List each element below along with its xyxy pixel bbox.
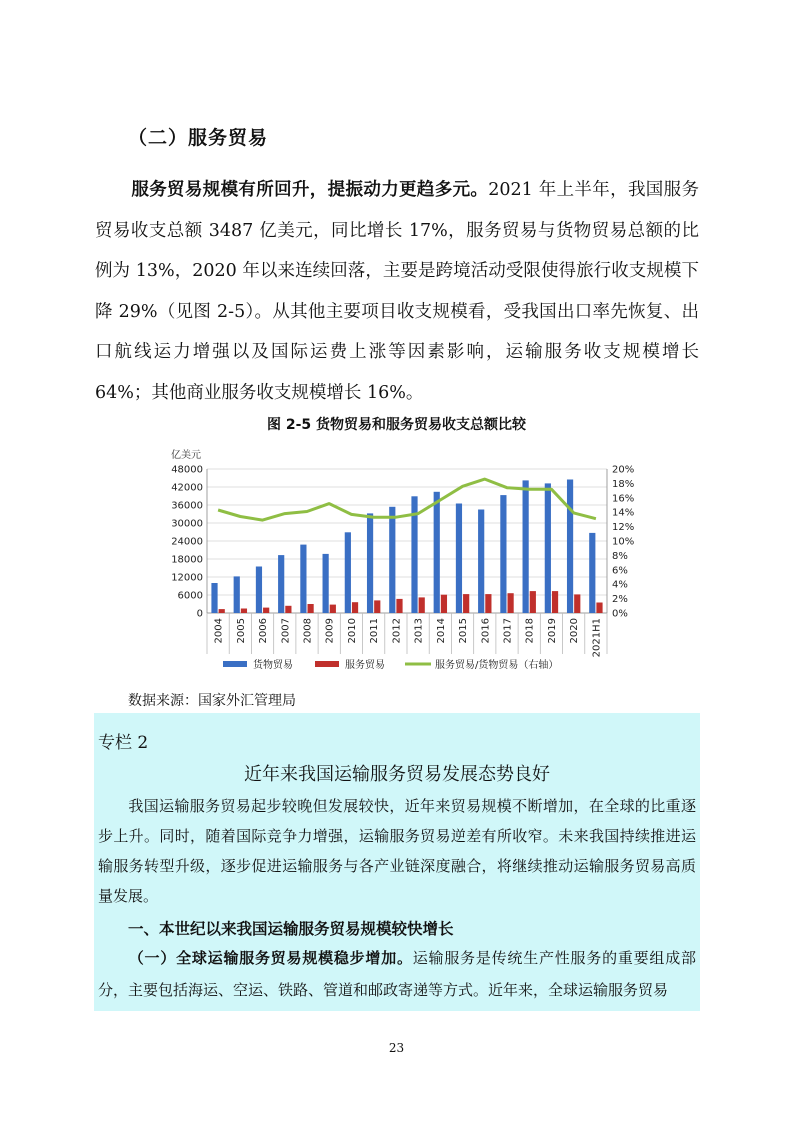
x-tick-label: 2012 [391, 618, 403, 644]
y2-tick-label: 14% [612, 507, 635, 519]
y-tick-label: 6000 [177, 590, 203, 602]
y2-axis-ticks [612, 465, 634, 620]
y2-tick-label: 2% [612, 594, 628, 606]
page-number: 23 [388, 1041, 405, 1055]
column-paragraph-2-body: 运输服务是传统生产性服务的重要组成部分，主要包括海运、空运、铁路、管道和邮政寄递等方式。近年来，全球运输服务贸易 [98, 949, 696, 999]
column-title: 近年来我国运输服务贸易发展态势良好 [244, 764, 550, 785]
bar-services-trade [574, 594, 580, 613]
column-paragraph-2-lead: （一）全球运输服务贸易规模稳步增加。 [128, 949, 413, 967]
x-tick-label: 2007 [280, 618, 292, 644]
section-title: （二）服务贸易 [128, 127, 269, 149]
bar-services-trade [552, 591, 558, 613]
y-tick-label: 42000 [171, 482, 203, 494]
bar-goods-trade [300, 545, 306, 613]
bar-goods-trade [567, 480, 573, 614]
body-paragraph [95, 170, 699, 413]
y-axis-ticks [171, 465, 203, 620]
bar-services-trade [263, 608, 269, 613]
y-tick-label: 24000 [171, 536, 203, 548]
y-tick-label: 36000 [171, 500, 203, 512]
x-tick-label: 2011 [369, 618, 381, 644]
bar-goods-trade [478, 510, 484, 614]
y2-tick-label: 8% [612, 550, 628, 562]
bar-goods-trade [523, 480, 529, 613]
bar-services-trade [463, 594, 469, 613]
bar-services-trade [285, 606, 291, 613]
x-tick-label: 2013 [413, 618, 425, 644]
x-tick-label: 2006 [258, 618, 270, 644]
y-tick-label: 30000 [171, 518, 203, 530]
y-tick-label: 18000 [171, 554, 203, 566]
y2-tick-label: 16% [612, 493, 635, 505]
x-tick-label: 2016 [480, 618, 492, 644]
bar-services-trade [352, 602, 358, 613]
bar-services-trade [241, 609, 247, 614]
bar-goods-trade [256, 567, 262, 614]
y2-tick-label: 12% [612, 522, 635, 534]
bar-services-trade [596, 603, 602, 614]
y2-tick-label: 0% [612, 608, 628, 620]
legend-swatch [315, 661, 339, 667]
bars [211, 480, 602, 614]
y-tick-label: 0 [196, 608, 203, 620]
y2-tick-label: 18% [612, 478, 635, 490]
ratio-line-path [218, 479, 596, 520]
column-paragraph-text: 我国运输服务贸易起步较晚但发展较快，近年来贸易规模不断增加，在全球的比重逐步上升。同时，随着国际竞争力增强，运输服务贸易逆差有所收窄。未来我国持续推进运输服务转型升级，逐步促进运输服务与各产业链深度融合，将继续推动运输服务贸易高质量发展。 [98, 797, 696, 905]
bar-goods-trade [545, 483, 551, 613]
bar-goods-trade [323, 554, 329, 613]
chart [165, 446, 645, 688]
figure-caption: 图 2-5 货物贸易和服务贸易收支总额比较 [266, 417, 527, 433]
legend-swatch [223, 661, 247, 667]
bar-goods-trade [389, 507, 395, 613]
paragraph-lead: 服务贸易规模有所回升，提振动力更趋多元。 [131, 180, 489, 200]
x-tick-label: 2021H1 [591, 618, 603, 658]
x-tick-label: 2008 [302, 618, 314, 644]
y-tick-label: 48000 [171, 464, 203, 476]
bar-goods-trade [345, 532, 351, 613]
legend [223, 658, 558, 671]
bar-goods-trade [434, 492, 440, 613]
bar-goods-trade [278, 555, 284, 613]
bar-goods-trade [367, 513, 373, 613]
y-tick-label: 12000 [171, 572, 203, 584]
bar-goods-trade [500, 495, 506, 613]
x-tick-label: 2010 [346, 618, 358, 644]
bar-goods-trade [589, 533, 595, 613]
legend-label: 服务贸易 [345, 660, 385, 671]
legend-label: 货物贸易 [253, 660, 293, 671]
x-tick-label: 2014 [435, 618, 447, 644]
bar-services-trade [396, 599, 402, 613]
paragraph-body: 2021 年上半年，我国服务贸易收支总额 3487 亿美元，同比增长 17%，服务贸易与货物贸易总额的比例为 13%，2020 年以来连续回落，主要是跨境活动受限使得旅行收支规模下降 29%（见图 2-5）。从其他主要项目收支规模看，受我国出口率先恢复、出口航线运力增强以及国际运费上涨等因素影响，运输服务收支规模增长 64%；其他商业服务收支规模增长 16%。 [95, 180, 699, 403]
x-tick-label: 2019 [546, 618, 558, 644]
bar-goods-trade [211, 583, 217, 613]
bar-goods-trade [456, 504, 462, 614]
column-paragraph [98, 791, 696, 911]
x-tick-label: 2009 [324, 618, 336, 644]
trade-chart [165, 446, 645, 688]
column-heading: 一、本世纪以来我国运输服务贸易规模较快增长 [128, 920, 454, 938]
bar-services-trade [441, 595, 447, 613]
x-tick-label: 2005 [235, 618, 247, 644]
bar-services-trade [219, 609, 225, 613]
legend-label: 服务贸易/货物贸易（右轴） [435, 660, 559, 671]
y2-tick-label: 20% [612, 464, 635, 476]
x-tick-label: 2004 [213, 618, 225, 644]
bar-services-trade [330, 605, 336, 613]
y2-tick-label: 10% [612, 536, 635, 548]
y2-tick-label: 4% [612, 579, 628, 591]
x-tick-label: 2020 [569, 618, 581, 644]
x-tick-label: 2018 [524, 618, 536, 644]
data-source: 数据来源：国家外汇管理局 [128, 693, 296, 709]
y-axis-unit: 亿美元 [171, 450, 201, 461]
ratio-line [218, 479, 596, 520]
bar-services-trade [419, 597, 425, 613]
bar-services-trade [374, 600, 380, 613]
column-label: 专栏 2 [98, 733, 149, 753]
x-tick-label: 2015 [458, 618, 470, 644]
column-paragraph-2 [98, 942, 696, 1006]
bar-goods-trade [234, 576, 240, 613]
bar-services-trade [485, 594, 491, 613]
y2-tick-label: 6% [612, 565, 628, 577]
bar-services-trade [508, 593, 514, 613]
bar-services-trade [530, 591, 536, 613]
x-tick-label: 2017 [502, 618, 514, 644]
x-axis-ticks [214, 618, 603, 657]
bar-services-trade [308, 604, 314, 613]
